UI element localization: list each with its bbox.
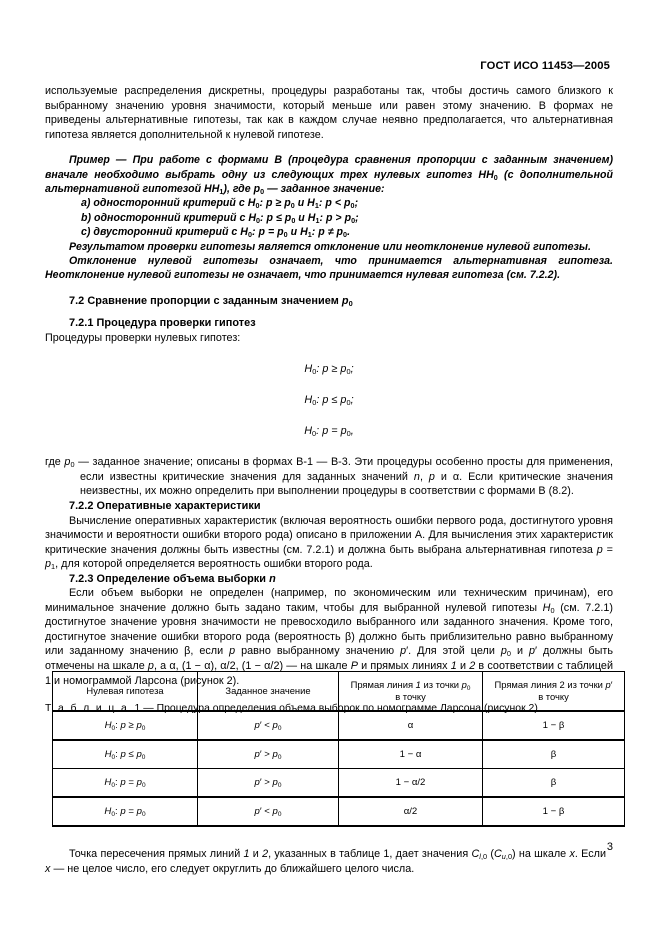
page-number: 3 [606,841,613,853]
cell-hypothesis: $H_0$: $p = p_0$ [53,797,198,826]
cell-hypothesis: $H_0$: $p \ge p_0$ [53,711,198,740]
table-sample-size-nomogram [52,671,625,827]
table-header-cell-given-value: Заданное значение [198,672,339,712]
formula-h0-le: $H_0$: $p \le p_0$; [304,394,354,408]
heading-7-2-2: 7.2.2 Оперативные характеристики [69,500,261,513]
table-row [53,797,625,826]
example-item-b: b) односторонний критерий с $H_0$: $p \le p_0$ и $H_1$: $p > p_0$; [81,211,359,225]
running-header-standard-ref: ГОСТ ИСО 11453—2005 [480,60,610,72]
table-row [53,711,625,740]
page-content [45,84,613,716]
cell-line-1: 1 − α/2 [339,769,483,798]
cell-given-value: $p' < p_0$ [198,711,339,740]
formula-h0-ge: $H_0$: $p \ge p_0$; [304,363,354,377]
example-item-a: a) односторонний критерий с $H_0$: $p \ge p_0$ и $H_1$: $p < p_0$; [81,197,359,211]
example-block [45,153,613,283]
cell-line-2: β [483,769,625,798]
table-row [53,740,625,769]
table-header-row [53,672,625,712]
cell-line-1: α [339,711,483,740]
cell-given-value: $p' > p_0$ [198,769,339,798]
paragraph-7-2-2-text: Вычисление оперативных характеристик (включая вероятность ошибки первого рода, достигнутого уровня значимости и вероятности ошибки второго рода) описано в приложении А. Для вычисления этих характеристик критические значения должны быть известны (см. 7.2.1) и должна быть выбрана альтернативная гипотеза $p = p_1$, для которой определяется вероятность ошибки второго рода. [45,514,613,572]
cell-line-2: 1 − β [483,711,625,740]
table-header-cell-line-1: Прямая линия 1 из точки $p_0$ в точку [339,672,483,712]
cell-given-value: $p' < p_0$ [198,797,339,826]
cell-line-1: α/2 [339,797,483,826]
paragraph-7-2-1-after-formulas: где $p_0$ — заданное значение; описаны в формах В-1 — В-3. Эти процедуры особенно просты для применения, если известны критические значения для заданных значений n, p и α. Если критические значения неизвестны, их можно определить при выполнении процедуры в соответствии с формами В (8.2). [45,456,614,498]
table-header-cell-hypothesis: Нулевая гипотеза [53,672,198,712]
example-lead: Пример — При работе с формами В (процедура сравнения пропорции с заданным значением) вначале необходимо выбрать одну из следующих трех нулевых гипотез $HH_0$ (с дополнительной альтернативной гипотезой $HH_1$), где $p_0$ — заданное значение: [45,154,613,197]
paragraph-7-2-3-text: Если объем выборки не определен (например, по экономическим или техническим причинам), его минимальное значение должно быть задано таким, чтобы для выбранной нулевой гипотезы $H_0$ (см. 7.2.1) достигнутое значение уровня значимости не превосходило выбранного или заданного значения. Кроме того, достигнутое значение ошибки второго рода (вероятность β) должно быть приблизительно равно выбранному или заданному значению β, если p равно выбранному значению p′. Для этой цели $p_0$ и p′ должны быть отмечены на шкале p, а α, (1 − α), α/2, (1 − α/2) — на шкале P и прямых линиях 1 и 2 в соответствии с таблицей 1 и номограммой Ларсона (рисунок 2). [45,587,613,687]
heading-7-2: 7.2 Сравнение пропорции с заданным значением $p_0$ [69,294,353,308]
table-row [53,769,625,798]
paragraph-intro-continuation: используемые распределения дискретны, процедуры разработаны так, чтобы достичь самого близкого к выбранному значению уровня значимости, который меньше или равен этому значению. В формах не приведены альтернативные гипотезы, так как в каждом случае неявно предполагается, что альтернативная гипотеза является дополнительной к нулевой гипотезе. [45,85,613,141]
heading-7-2-1: 7.2.1 Процедура проверки гипотез [69,317,256,330]
cell-hypothesis: $H_0$: $p = p_0$ [53,769,198,798]
paragraph-closing: Точка пересечения прямых линий 1 и 2, указанных в таблице 1, дает значения $C_{l,0}$ $(C_{u,0})$ на шкале x. Если x — не целое число, его следует округлить до ближайшего целого числа. [45,848,607,875]
example-result-line: Результатом проверки гипотезы является отклонение или неотклонение нулевой гипотезы. [69,240,591,253]
heading-7-2-3: 7.2.3 Определение объема выборки n [69,572,276,585]
cell-line-1: 1 − α [339,740,483,769]
cell-given-value: $p' > p_0$ [198,740,339,769]
example-reject-line: Отклонение нулевой гипотезы означает, что принимается альтернативная гипотеза. Неотклонение нулевой гипотезы не означает, что принимается нулевая гипотеза (см. 7.2.2). [45,255,613,282]
example-item-c: c) двусторонний критерий с $H_0$: $p = p_0$ и $H_1$: $p \ne p_0$. [81,226,351,240]
cell-hypothesis: $H_0$: $p \le p_0$ [53,740,198,769]
paragraph-7-2-1-lead: Процедуры проверки нулевых гипотез: [45,331,241,344]
table-header-cell-line-2: Прямая линия 2 из точки p′ в точку [483,672,625,712]
table-nomogram-wrapper [45,671,625,876]
cell-line-2: 1 − β [483,797,625,826]
table-caption: Т а б л и ц а 1 — Процедура определения объема выборок по номограмме Ларсона (рисунок 2) [45,703,538,715]
formula-h0-eq: $H_0$: $p = p_0$, [304,425,354,439]
cell-line-2: β [483,740,625,769]
